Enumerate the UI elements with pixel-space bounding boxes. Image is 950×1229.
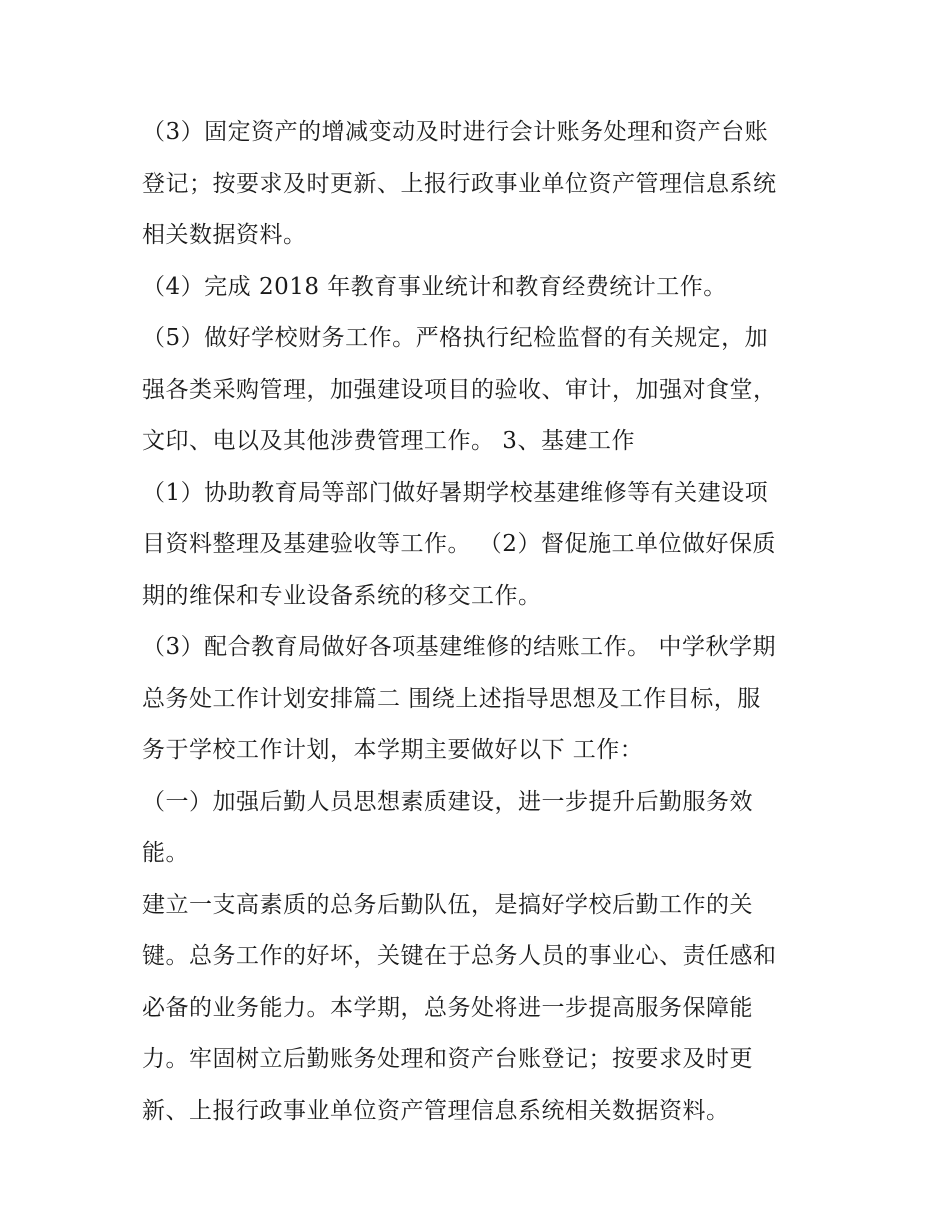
text-line: （1）协助教育局等部门做好暑期学校基建维修等有关建设项	[142, 479, 769, 506]
paragraph-construction-3	[142, 622, 822, 777]
paragraph-statistics	[142, 262, 822, 314]
text-line: （一）加强后勤人员思想素质建设，进一步提升后勤服务效	[142, 788, 753, 815]
text-line: 必备的业务能力。本学期，总务处将进一步提高服务保障能	[142, 994, 753, 1021]
text-line: 期的维保和专业设备系统的移交工作。	[142, 582, 542, 609]
text-line: 登记；按要求及时更新、上报行政事业单位资产管理信息系统	[142, 170, 777, 197]
paragraph-fixed-assets	[142, 107, 822, 262]
text-line: 键。总务工作的好坏，关键在于总务人员的事业心、责任感和	[142, 943, 777, 969]
paragraph-team-building	[142, 880, 822, 1138]
text-line: 能。	[142, 840, 189, 866]
text-line: （3）配合教育局做好各项基建维修的结账工作。 中学秋学期	[142, 634, 776, 660]
text-line: 相关数据资料。	[142, 222, 307, 248]
text-line: 力。牢固树立后勤账务处理和资产台账登记；按要求及时更	[142, 1046, 753, 1072]
paragraph-construction-1	[142, 468, 822, 623]
text-line: 务于学校工作计划，本学期主要做好以下 工作：	[142, 737, 644, 763]
text-line: 文印、电以及其他涉费管理工作。 3、基建工作	[142, 428, 635, 454]
text-line: 强各类采购管理，加强建设项目的验收、审计，加强对食堂，	[142, 376, 777, 403]
document-body	[142, 107, 822, 1137]
text-line: 目资料整理及基建验收等工作。 （2）督促施工单位做好保质	[142, 531, 776, 557]
paragraph-staff-quality	[142, 777, 822, 880]
text-line: （3）固定资产的增减变动及时进行会计账务处理和资产台账	[142, 119, 769, 145]
text-line: （4）完成 2018 年教育事业统计和教育经费统计工作。	[142, 273, 727, 300]
text-line: 建立一支高素质的总务后勤队伍，是搞好学校后勤工作的关	[142, 891, 753, 918]
text-line: 总务处工作计划安排篇二 围绕上述指导思想及工作目标，服	[142, 685, 761, 712]
text-line: （5）做好学校财务工作。严格执行纪检监督的有关规定，加	[142, 325, 769, 351]
paragraph-finance	[142, 313, 822, 468]
text-line: 新、上报行政事业单位资产管理信息系统相关数据资料。	[142, 1097, 730, 1124]
